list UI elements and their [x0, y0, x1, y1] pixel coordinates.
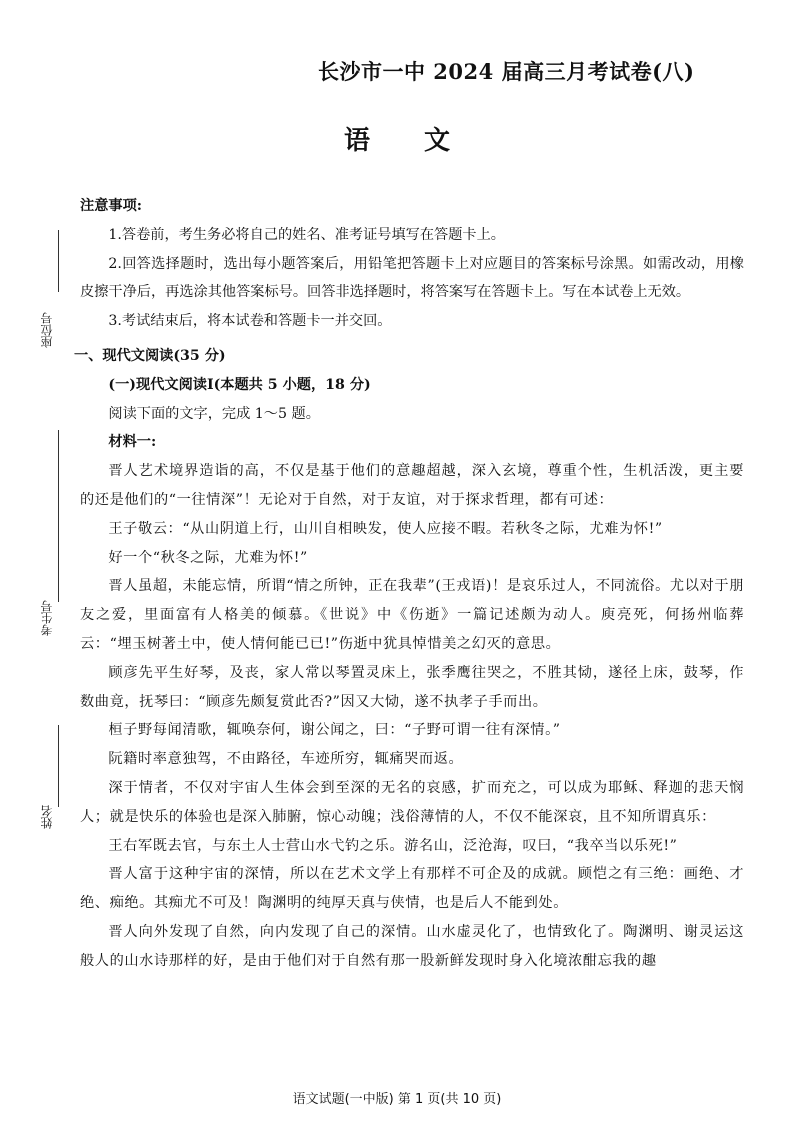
notice-title: 注意事项:	[80, 198, 142, 214]
passage-paragraph: 桓子野每闻清歌，辄唤奈何，谢公闻之，曰：“子野可谓一往有深情。”	[108, 722, 561, 739]
passage-paragraph: 晋人艺术境界造诣的高，不仅是基于他们的意趣超越，深入玄境，尊重个性，生机活泼，更主要的还是他们的“一往情深”！无论对于自然，对于友谊，对于探求哲理，都有可述：	[80, 463, 744, 508]
passage-paragraph: 顾彦先平生好琴，及丧，家人常以琴置灵床上，张季鹰往哭之，不胜其恸，遂径上床，鼓琴，作数曲竟，抚琴曰：“顾彦先颇复赏此否?”因又大恸，遂不执孝子手而出。	[80, 664, 744, 710]
passage-paragraph: 深于情者，不仅对宇宙人生体会到至深的无名的哀感，扩而充之，可以成为耶稣、释迦的悲天悯人；就是快乐的体验也是深入肺腑，惊心动魄；浅俗薄情的人，不仅不能深哀，且不知所谓真乐：	[80, 779, 744, 825]
exam-number-field	[38, 600, 58, 650]
passage-paragraph: 好一个“秋冬之际，尤难为怀!”	[108, 549, 308, 566]
material-label: 材料一:	[108, 434, 157, 451]
exam-content	[74, 192, 744, 976]
section-title: 一、现代文阅读(35 分)	[74, 347, 226, 364]
passage-paragraph: 王右军既去官，与东土人士营山水弋钓之乐。游名山，泛沧海，叹曰，“我卒当以乐死!”	[108, 837, 678, 854]
passage-paragraph: 阮籍时率意独驾，不由路径，车迹所穷，辄痛哭而返。	[108, 751, 464, 768]
seat-number-field	[38, 290, 58, 360]
name-field	[38, 805, 58, 845]
exam-title: 长沙市一中 2024 届高三月考试卷(八)	[318, 59, 695, 84]
passage-paragraph: 王子敬云：“从山阴道上行，山川自相映发，使人应接不暇。若秋冬之际，尤难为怀!”	[108, 520, 663, 537]
exam-number-label: 考生号	[40, 600, 54, 636]
passage-paragraph: 晋人富于这种宇宙的深情，所以在艺术文学上有那样不可企及的成就。顾恺之有三绝：画绝、才绝、痴绝。其痴尤不可及！陶渊明的纯厚天真与侠情，也是后人不能到处。	[80, 866, 744, 912]
seat-number-label: 座位号	[40, 312, 54, 348]
passage-paragraph: 晋人向外发现了自然，向内发现了自己的深情。山水虚灵化了，也情致化了。陶渊明、谢灵运这般人的山水诗那样的好，是由于他们对于自然有那一股新鲜发现时身入化境浓酣忘我的趣	[80, 923, 744, 969]
instruction: 阅读下面的文字，完成 1～5 题。	[108, 405, 320, 422]
notice-item-2: 2.回答选择题时，选出每小题答案后，用铅笔把答题卡上对应题目的答案标号涂黑。如需改动，用橡皮擦干净后，再选涂其他答案标号。回答非选择题时，将答案写在答题卡上。写在本试卷上无效。	[80, 255, 744, 301]
exam-number-line	[58, 430, 59, 602]
seat-number-line	[58, 230, 59, 292]
notice-item-3: 3.考试结束后，将本试卷和答题卡一并交回。	[108, 313, 392, 330]
name-line	[58, 725, 59, 807]
notice-item-1: 1.答卷前，考生务必将自己的姓名、准考证号填写在答题卡上。	[108, 226, 505, 243]
subject-title: 语文	[343, 126, 504, 156]
page-footer: 语文试题(一中版) 第 1 页(共 10 页)	[292, 1092, 502, 1107]
name-label: 姓名	[40, 805, 54, 829]
subsection-title: (一)现代文阅读Ⅰ(本题共 5 小题，18 分)	[108, 376, 371, 393]
passage-paragraph: 晋人虽超，未能忘情，所谓“情之所钟，正在我辈”(王戎语)！是哀乐过人，不同流俗。尤以对于朋友之爱，里面富有人格美的倾慕。《世说》中《伤逝》一篇记述颇为动人。庾亮死，何扬州临葬云：“埋玉树著土中，使人情何能已已!”伤逝中犹具悼惜美之幻灭的意思。	[80, 578, 744, 652]
